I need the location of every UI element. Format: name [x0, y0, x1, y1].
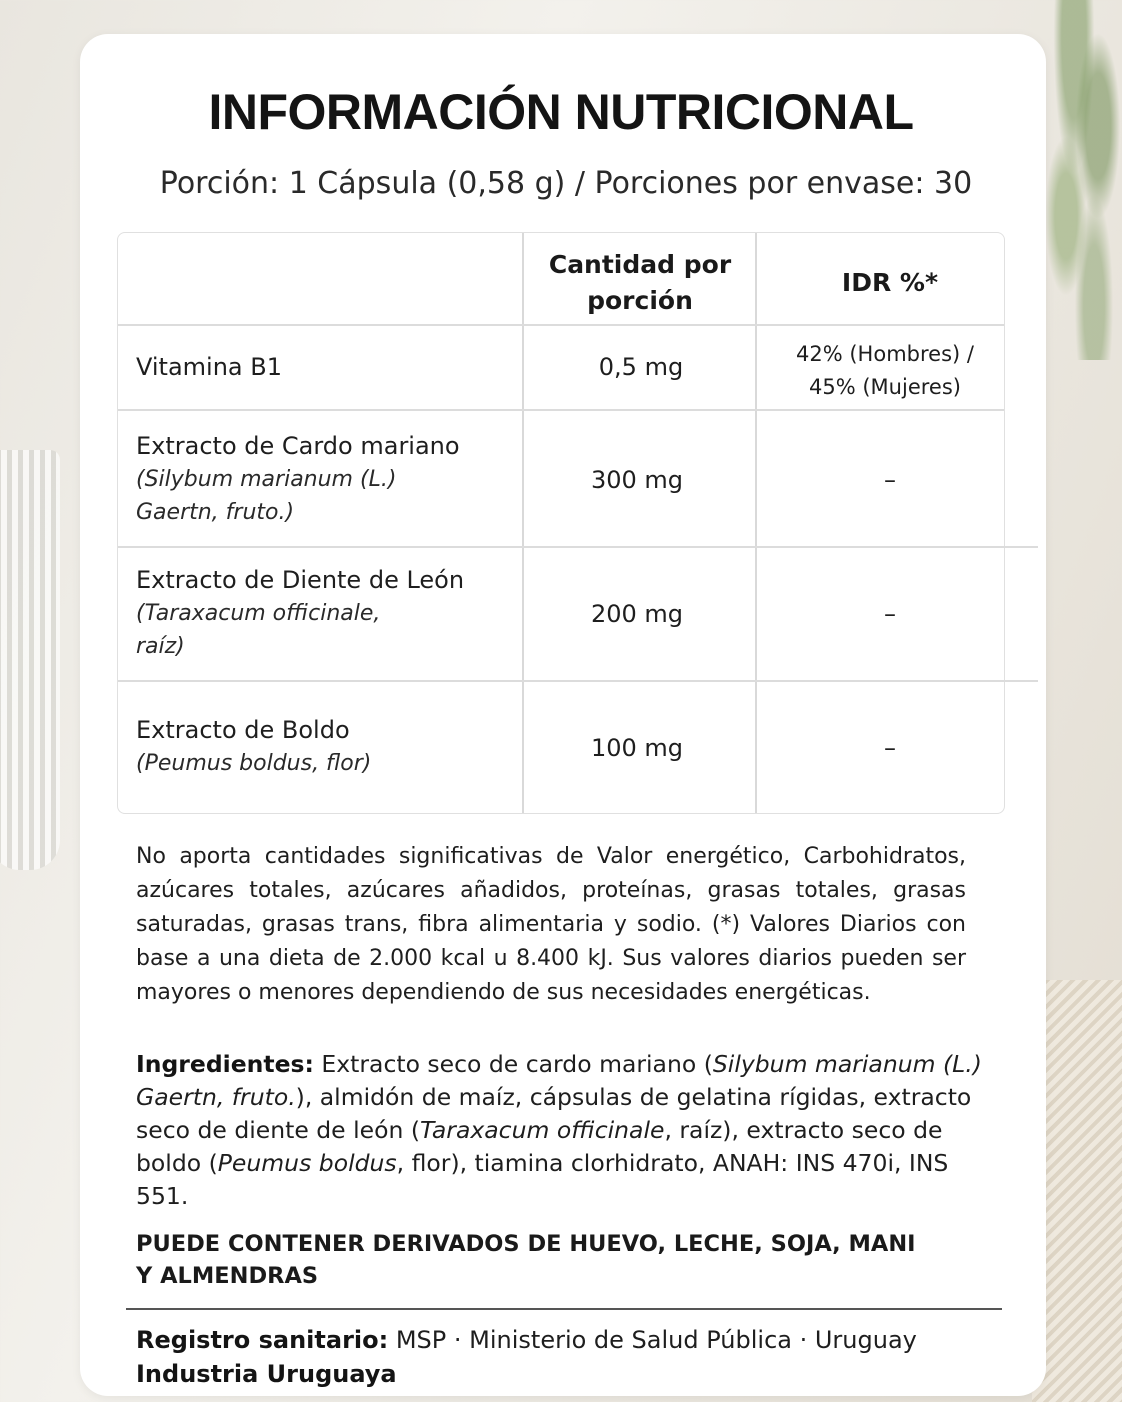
- scientific-name: (Taraxacum officinale, raíz): [136, 601, 381, 659]
- nutrient-name: Extracto de Diente de León: [136, 566, 465, 594]
- industria-label: Industria Uruguaya: [136, 1360, 397, 1388]
- ingredients-scientific: Taraxacum officinale: [420, 1116, 665, 1144]
- table-divider: [118, 324, 1004, 326]
- scientific-name: (Peumus boldus, flor): [136, 751, 372, 776]
- ingredients-scientific: Peumus boldus: [217, 1149, 397, 1177]
- registro-value: MSP · Ministerio de Salud Pública · Uruguay: [388, 1326, 917, 1354]
- table-divider: [522, 233, 524, 813]
- serving-info: Porción: 1 Cápsula (0,58 g) / Porciones por envase: 30: [159, 166, 973, 201]
- header-idr: IDR %*: [841, 268, 939, 297]
- table-divider: [755, 233, 757, 813]
- registro-label: Registro sanitario:: [136, 1326, 389, 1354]
- table-row: [136, 351, 506, 384]
- page-title: INFORMACIÓN NUTRICIONAL: [208, 84, 914, 140]
- ingredients-label: Ingredientes:: [136, 1050, 314, 1078]
- amount-value: 100 mg: [590, 734, 684, 762]
- ingredients-part: , flor), tiamina clorhidrato, ANAH: INS 470i, INS 551.: [136, 1149, 949, 1210]
- registro-sanitario: [136, 1323, 917, 1391]
- nutrient-name: Extracto de Boldo: [136, 716, 350, 744]
- amount-value: 300 mg: [590, 466, 684, 494]
- scientific-name: (Silybum marianum (L.) Gaertn, fruto.): [136, 467, 397, 525]
- table-divider: [118, 546, 1038, 548]
- amount-value: 200 mg: [590, 600, 684, 628]
- table-row: [136, 714, 506, 780]
- ingredients-part: ), almidón de maíz, cápsulas de gelatina rígidas, extracto seco de diente de león (: [136, 1083, 972, 1144]
- allergen-warning: PUEDE CONTENER DERIVADOS DE HUEVO, LECHE, SOJA, MANI Y ALMENDRAS: [136, 1231, 916, 1289]
- nutrient-name: Extracto de Cardo mariano: [136, 432, 460, 460]
- nutrition-notes: No aporta cantidades significativas de Valor energético, Carbohidratos, azúcares totales, azúcares añadidos, proteínas, grasas totales, grasas saturadas, grasas trans, fibra alimentaria y sodio. (*) Valores Diarios con base a una dieta de 2.000 kcal u 8.400 kJ. Sus valores diarios pueden ser mayores o menores dependiendo de sus necesidades energéticas.: [136, 844, 966, 1005]
- ingredients-part: , raíz), extracto seco de boldo (: [136, 1116, 943, 1177]
- ingredients-part: Extracto seco de cardo mariano (: [313, 1050, 713, 1078]
- idr-value: –: [884, 466, 896, 494]
- table-row: [136, 430, 506, 529]
- ingredients-text: [136, 1048, 996, 1213]
- table-divider: [118, 680, 1038, 682]
- idr-value: –: [884, 600, 896, 628]
- nutrient-name: Vitamina B1: [136, 353, 283, 381]
- amount-value: 0,5 mg: [598, 353, 684, 381]
- table-divider: [118, 409, 1004, 411]
- table-row: [136, 564, 506, 663]
- header-amount: Cantidad por porción: [548, 250, 732, 315]
- ingredients-scientific: Silybum marianum (L.) Gaertn, fruto.: [136, 1050, 982, 1111]
- idr-value: 42% (Hombres) / 45% (Mujeres): [796, 342, 974, 399]
- background-glass: [0, 450, 60, 870]
- idr-value: –: [884, 734, 896, 762]
- divider: [126, 1308, 1002, 1310]
